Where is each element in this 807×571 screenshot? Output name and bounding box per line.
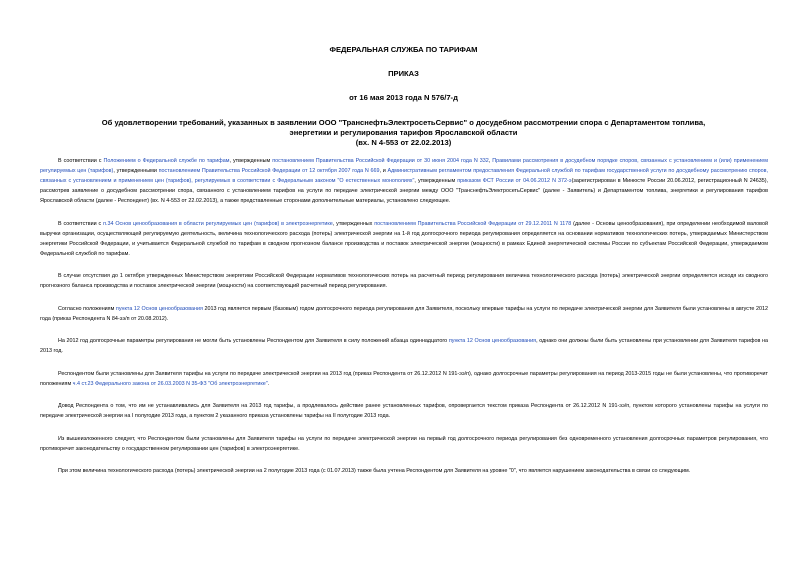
paragraph-6: Респондентом были установлены для Заявителя тарифы на услуги по передаче электрической энергии на 2013 год (приказ Респондента от 26.12.2012 N 191-ээ/п), однако долгосрочные параметры регулирования на период 2013-2015 годы не были установлены, что противоречит положениям ч.4 ст.23 Федерального закона от 26.03.2003 N 35-ФЗ "Об электроэнергетике". [40, 370, 768, 387]
paragraph-8: Из вышеизложенного следует, что Респондентом были установлены для Заявителя тарифы на услуги по передаче электрической энергии на первый год долгосрочного периода регулирования без одновременного установления долгосрочных параметров регулирования, что противоречит законодательству о государственном регулировании цен (тарифов) в электроэнергетике. [40, 435, 768, 452]
link-administrative-regulation[interactable]: Административным регламентом предоставления Федеральной службой по тарифам государственной услуги по досудебному рассмотрению споров, связанных с установлением и применением цен (тарифов), регулируемых в соответствии с Федеральным законом "О естественных монополиях" [40, 168, 768, 184]
link-fst-regulation[interactable]: Положением о Федеральной службе по тарифам [103, 158, 230, 164]
organization-name: ФЕДЕРАЛЬНАЯ СЛУЖБА ПО ТАРИФАМ [329, 45, 478, 54]
link-government-decree-1178[interactable]: постановлением Правительства Российской Федерации от 29.12.2011 N 1178 [374, 220, 572, 227]
document-date: от 16 мая 2013 года N 576/7-д [349, 93, 458, 102]
link-federal-law-35fz[interactable]: ч.4 ст.23 Федерального закона от 26.03.2003 N 35-ФЗ "Об электроэнергетике" [72, 380, 268, 387]
link-government-decree-332[interactable]: постановлением Правительства Российской Федерации от 30 июня 2004 года N 332 [272, 158, 489, 164]
paragraph-4: Согласно положениям пункта 12 Основ ценообразования 2013 год является первым (базовым) годом долгосрочного периода регулирования для Заявителя, поскольку впервые тарифы на услуги по передаче электрической энергии для Заявителя были установлены в августе 2012 года (приказ Респондента N 84-ээ/п от 20.08.2012). [40, 305, 768, 322]
paragraph-9: При этом величина технологического расхода (потерь) электрической энергии на 2 полугодие 2013 года (с 01.07.2013) также была учтена Респондентом для Заявителя на уровне "0", что является нарушением законодательства в связи со следующим. [58, 468, 691, 474]
title-line-2: энергетики и регулирования тарифов Ярославской области [289, 128, 518, 137]
link-fst-order-372[interactable]: приказом ФСТ России от 04.06.2012 N 372-э [457, 178, 572, 184]
title-line-3: (вх. N 4-553 от 22.02.2013) [355, 138, 452, 147]
paragraph-1: В соответствии с Положением о Федеральной службе по тарифам, утвержденным постановлением Правительства Российской Федерации от 30 июня 2004 года N 332, Правилами рассмотрения в досудебном порядке споров, связанных с установлением и (или) применением регулируемых цен (тарифов), утвержденными постановлением Правительства Российской Федерации от 12 октября 2007 года N 669, и Административным регламентом предоставления Федеральной службой по тарифам государственной услуги по досудебному рассмотрению споров, связанных с установлением и применением цен (тарифов), регулируемых в соответствии с Федеральным законом "О естественных монополиях", утвержденным приказом ФСТ России от 04.06.2012 N 372-э(зарегистрирован в Минюсте России 20.06.2012, регистрационный N 24635), рассмотрев заявление о досудебном рассмотрении спора, связанного с установлением тарифов на услуги по передаче электрической энергии между ООО "ТранснефтьЭлектросетьСервис" (далее - Заявитель) и Департаментом топлива, энергетики и регулирования тарифов Ярославской области (далее - Респондент) (вх. N 4-553 от 22.02.2013), а также представленные сторонами дополнительные материалы, установлено следующее. [40, 158, 769, 204]
link-pricing-basics-p12-second[interactable]: пункта 12 Основ ценообразования [448, 338, 537, 344]
document-body [40, 156, 768, 489]
link-dispute-rules[interactable]: Правилами рассмотрения в досудебном порядке споров, связанных с установлением и (или) применением регулируемых цен (тарифов) [40, 158, 769, 174]
paragraph-7: Довод Респондента о том, что им не устанавливались для Заявителя на 2013 год тарифы, а продлевалось действие ранее установленных тарифов, опровергается текстом приказа Респондента от 26.12.2012 N 191-ээ/п, пунктом которого установлены тарифы на услуги по передаче электрической энергии на I полугодие 2013 года, а пунктом 2 указанного приказа установлены тарифы на II полугодие 2013 года. [40, 403, 768, 419]
title-line-1: Об удовлетворении требований, указанных в заявлении ООО "ТранснефтьЭлектросетьСервис" о досудебном рассмотрении спора с Департаментом топлива, [101, 118, 706, 127]
document-title [40, 118, 767, 148]
document-type: ПРИКАЗ [388, 69, 419, 78]
link-pricing-basics-p34[interactable]: п.34 Основ ценообразования в области регулируемых цен (тарифов) в электроэнергетике [103, 220, 333, 227]
paragraph-2: В соответствии с п.34 Основ ценообразования в области регулируемых цен (тарифов) в электроэнергетике, утвержденных постановлением Правительства Российской Федерации от 29.12.2011 N 1178 (далее - Основы ценообразования), при определении необходимой валовой выручки организации, осуществляющей регулируемую деятельность, величина технологического расхода (потерь) электрической энергии на 1-й год долгосрочного периода регулирования определяется на основании нормативов технологических потерь, утверждаемых Министерством энергетики Российской Федерации, и учитывается Федеральной службой по тарифам в сводном прогнозном балансе производства и поставок электрической энергии (мощности) в рамках Единой энергетической системы России по субъектам Российской Федерации, утверждаемом Федеральной службой по тарифам. [40, 220, 768, 257]
link-government-decree-669[interactable]: постановлением Правительства Российской Федерации от 12 октября 2007 года N 669 [158, 168, 380, 174]
link-pricing-basics-p12[interactable]: пункта 12 Основ ценообразования [115, 305, 203, 312]
paragraph-5: На 2012 год долгосрочные параметры регулирования не могли быть установлены Респондентом для Заявителя в силу положений абзаца одиннадцатого пункта 12 Основ ценообразования, однако они должны были быть установлены при установлении для Заявителя тарифов на 2013 год. [40, 338, 768, 354]
paragraph-3: В случае отсутствия до 1 октября утвержденных Министерством энергетики Российской Федерации нормативов технологических потерь на расчетный период регулирования величина технологического расхода (потерь) электрической энергии определяется исходя из сводного прогнозного баланса производства и поставок электрической энергии (мощности) на соответствующий расчетный период регулирования. [40, 273, 768, 289]
